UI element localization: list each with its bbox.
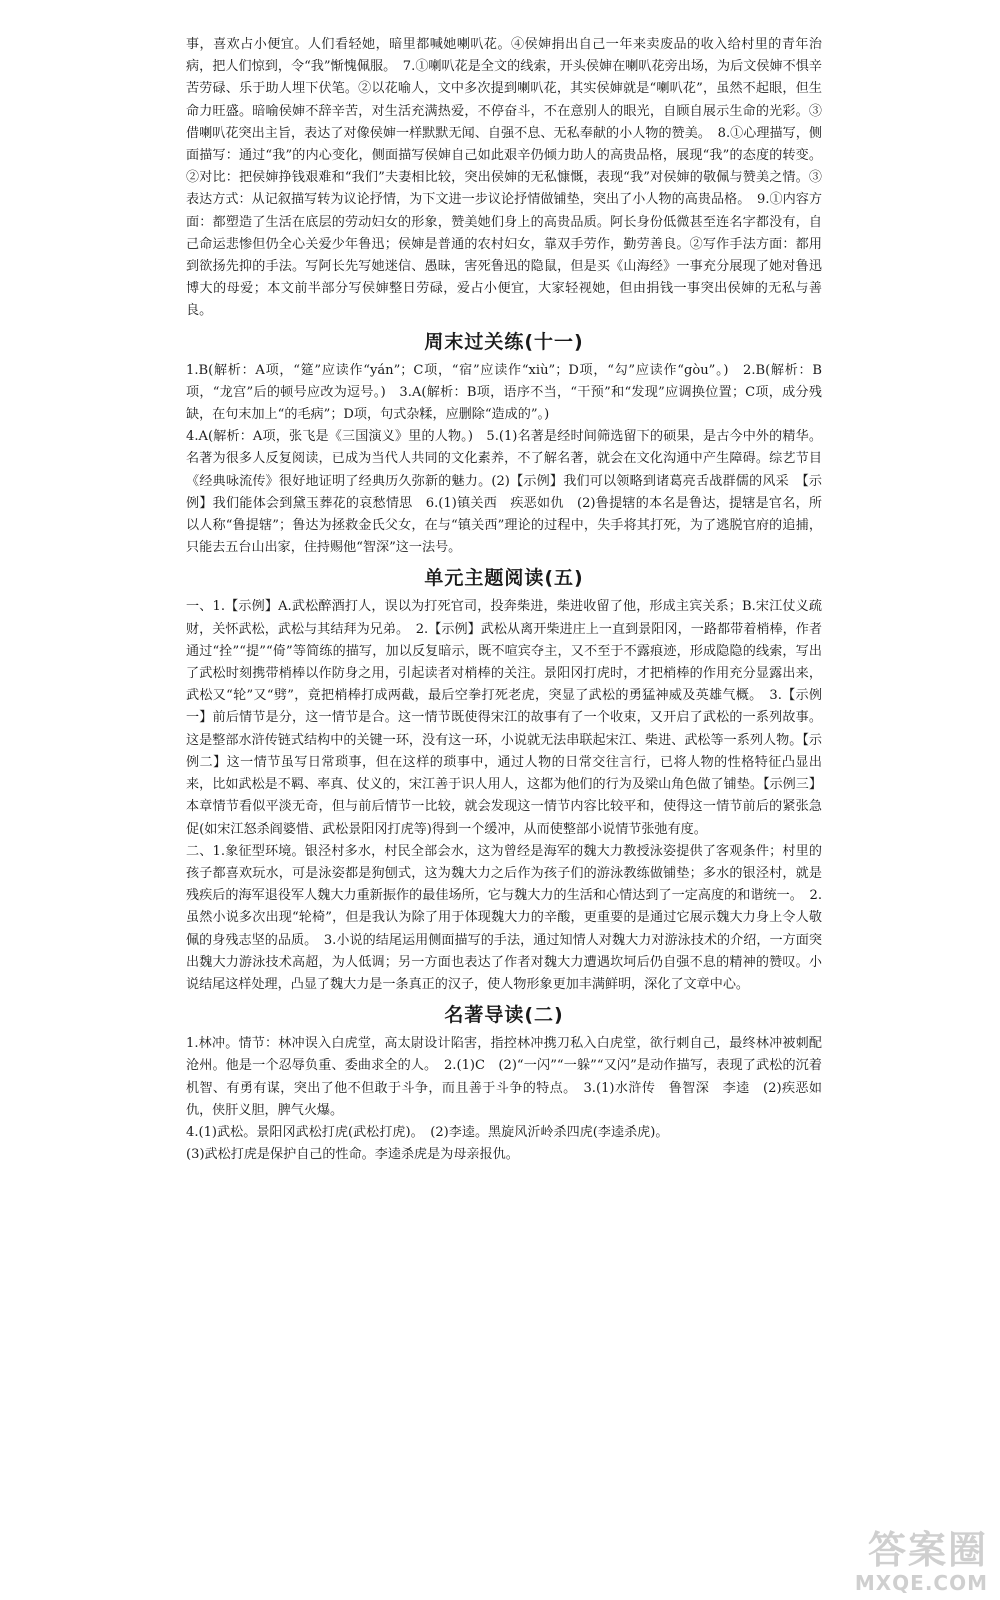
watermark-logo-url: MXQE.COM [854, 1571, 988, 1595]
answer-paragraph: 一、1.【示例】A.武松醉酒打人，误以为打死官司，投奔柴进，柴进收留了他，形成主宾关系；B.宋江仗义疏财，关怀武松，武松与其结拜为兄弟。 2.【示例】武松从离开柴进庄上一直到景阳冈，一路都带着梢棒，作者通过“拴”“提”“倚”等简练的描写，加以反复暗示，既不喧宾夺主，又不至于不露痕迹，形成隐隐的线索，写出了武松时刻携带梢棒以作防身之用，引起读者对梢棒的关注。景阳冈打虎时，才把梢棒的作用充分显露出来，武松又“轮”又“劈”，竟把梢棒打成两截，最后空拳打死老虎，突显了武松的勇猛神威及英雄气概。 3.【示例一】前后情节是分，这一情节是合。这一情节既使得宋江的故事有了一个收束，又开启了武松的一系列故事。这是整部水浒传链式结构中的关键一环，没有这一环，小说就无法串联起宋江、柴进、武松等一系列人物。【示例二】这一情节虽写日常琐事，但在这样的琐事中，通过人物的日常交往言行，已将人物的性格特征凸显出来，比如武松是不羁、率真、仗义的，宋江善于识人用人，这都为他们的行为及梁山角色做了铺垫。【示例三】本章情节看似平淡无奇，但与前后情节一比较，就会发现这一情节内容比较平和，使得这一情节前后的紧张急促(如宋江怒杀阎婆惜、武松景阳冈打虎等)得到一个缓冲，从而使整部小说情节张弛有度。 [186, 599, 822, 837]
answer-paragraph-continued: 事，喜欢占小便宜。人们看轻她，暗里都喊她喇叭花。④侯婶捐出自己一年来卖废品的收入给村里的青年治病，把人们惊到，令“我”惭愧佩服。 7.①喇叭花是全文的线索，开头侯婶在喇叭花旁出场，为后文侯婶不惧辛苦劳碌、乐于助人埋下伏笔。②以花喻人，文中多次提到喇叭花，其实侯婶就是“喇叭花”，虽然不起眼，但生命力旺盛。暗喻侯婶不辞辛苦，对生活充满热爱，不停奋斗，不在意别人的眼光，自顾自展示生命的光彩。③借喇叭花突出主旨，表达了对像侯婶一样默默无闻、自强不息、无私奉献的小人物的赞美。 8.①心理描写，侧面描写：通过“我”的内心变化，侧面描写侯婶自己如此艰辛仍倾力助人的高贵品格，展现“我”的态度的转变。②对比：把侯婶挣钱艰难和“我们”夫妻相比较，突出侯婶的无私慷慨，表现“我”对侯婶的敬佩与赞美之情。③表达方式：从记叙描写转为议论抒情，为下文进一步议论抒情做铺垫，突出了小人物的高贵品格。 9.①内容方面：都塑造了生活在底层的劳动妇女的形象，赞美她们身上的高贵品质。阿长身份低微甚至连名字都没有，自己命运悲惨但仍全心关爱少年鲁迅；侯婶是普通的农村妇女，靠双手劳作，勤劳善良。②写作手法方面：都用到欲扬先抑的手法。写阿长先写她迷信、愚昧，害死鲁迅的隐鼠，但是买《山海经》一事充分展现了她对鲁迅博大的母爱；本文前半部分写侯婶整日劳碌，爱占小便宜，大家轻视她，但由捐钱一事突出侯婶的无私与善良。 [186, 37, 822, 319]
answer-paragraph: 二、1.象征型环境。银泾村多水，村民全部会水，这为曾经是海军的魏大力教授泳姿提供了客观条件；村里的孩子都喜欢玩水，可是泳姿都是狗刨式，这为魏大力之后作为孩子们的游泳教练做铺垫；多水的银泾村，就是残疾后的海军退役军人魏大力重新振作的最佳场所，它与魏大力的生活和心情达到了一定高度的和谐统一。 2.虽然小说多次出现“轮椅”，但是我认为除了用于体现魏大力的辛酸，更重要的是通过它展示魏大力身上令人敬佩的身残志坚的品质。 3.小说的结尾运用侧面描写的手法，通过知情人对魏大力对游泳技术的介绍，一方面突出魏大力游泳技术高超，为人低调；另一方面也表达了作者对魏大力遭遇坎坷后仍自强不息的精神的赞叹。小说结尾这样处理，凸显了魏大力是一条真正的汉子，使人物形象更加丰满鲜明，深化了文章中心。 [186, 843, 822, 992]
section-title-weekend-practice: 周末过关练(十一) [424, 330, 584, 353]
answer-paragraph: 1.B(解析：A项，“筵”应读作“yán”；C项，“宿”应读作“xiù”；D项，“勾”应读作“gòu”。) 2.B(解析：B项，“龙宫”后的顿号应改为逗号。) 3.A(解析：B项，语序不当，“干预”和“发现”应调换位置；C项，成分残缺，在句末加上“的毛病”；D项，句式杂糅，应删除“造成的”。) [186, 362, 822, 423]
answer-paragraph: 4.(1)武松。景阳冈武松打虎(武松打虎)。 (2)李逵。黑旋风沂岭杀四虎(李逵杀虎)。 [186, 1124, 669, 1140]
watermark-logo-text: 答案圈 [867, 1528, 988, 1572]
watermark-logo [838, 1528, 988, 1594]
section-title-unit-reading: 单元主题阅读(五) [424, 567, 584, 590]
section-title-classics-guide: 名著导读(二) [444, 1004, 564, 1027]
answer-paragraph: 4.A(解析：A项，张飞是《三国演义》里的人物。) 5.(1)名著是经时间筛选留下的硕果，是古今中外的精华。名著为很多人反复阅读，已成为当代人共同的文化素养，不了解名著，就会在文化沟通中产生障碍。综艺节目《经典咏流传》很好地证明了经典历久弥新的魅力。(2)【示例】我们可以领略到诸葛亮舌战群儒的风采 【示例】我们能体会到黛玉葬花的哀愁情思 6.(1)镇关西 疾恶如仇 (2)鲁提辖的本名是鲁达，提辖是官名，所以人称“鲁提辖”；鲁达为拯救金氏父女，在与“镇关西”理论的过程中，失手将其打死，为了逃脱官府的追捕，只能去五台山出家，住持赐他“智深”这一法号。 [186, 429, 822, 556]
answer-paragraph: 1.林冲。情节：林冲误入白虎堂，高太尉设计陷害，指控林冲携刀私入白虎堂，欲行刺自己，最终林冲被刺配沧州。他是一个忍辱负重、委曲求全的人。 2.(1)C (2)“一闪”“一躲”“又闪”是动作描写，表现了武松的沉着机智、有勇有谋，突出了他不但敢于斗争，而且善于斗争的特点。 3.(1)水浒传 鲁智深 李逵 (2)疾恶如仇，侠肝义胆，脾气火爆。 [186, 1036, 822, 1118]
answer-paragraph: (3)武松打虎是保护自己的性命。李逵杀虎是为母亲报仇。 [186, 1147, 519, 1163]
answer-page [186, 34, 822, 1166]
